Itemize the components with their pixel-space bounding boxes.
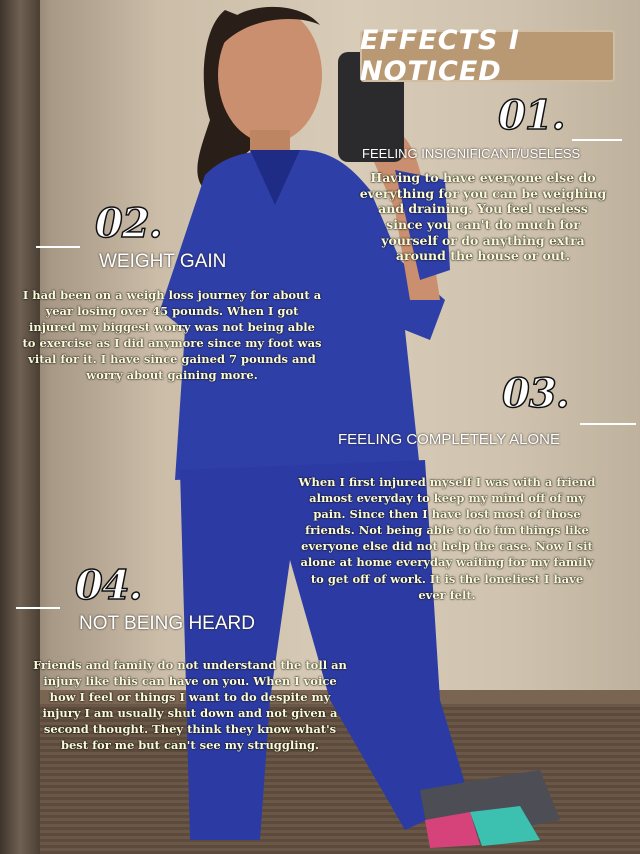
- section-1-number: 01.: [498, 92, 565, 139]
- section-2-body: I had been on a weigh loss journey for about a year losing over 45 pounds. When I got injured my biggest worry was not being able to exercise as I did anymore since my foot was vital for it. I have since gained 7 pounds and worry about gaining more.: [22, 288, 322, 383]
- section-3-number: 03.: [502, 370, 569, 417]
- section-3-heading: FEELING COMPLETELY ALONE: [338, 431, 561, 448]
- section-4-heading: NOT BEING HEARD: [79, 613, 255, 634]
- section-3-body: When I first injured myself I was with a friend almost everyday to keep my mind off of my pain. Since then I have lost most of those friends. Not being able to do fun things like everyone else did not help the case. Now I sit alone at home everyday waiting for my family to get off of work. It is the loneliest I have ever felt.: [298, 475, 596, 602]
- section-1-rule: [572, 139, 622, 141]
- section-2-rule: [36, 246, 80, 248]
- section-1-body: Having to have everyone else do everything for you can be weighing and draining. You feel useless since you can't do much for yourself or do anything extra around the house or out.: [359, 170, 607, 264]
- section-4-rule: [16, 607, 60, 609]
- section-2-number: 02.: [95, 200, 162, 247]
- section-4-body: Friends and family do not understand the toll an injury like this can have on you. When I voice how I feel or things I want to do despite my injury I am usually shut down and not given a second thought. They think they know what's best for me but can't see my struggling.: [33, 658, 347, 753]
- section-2-heading: WEIGHT GAIN: [99, 251, 227, 272]
- section-4-number: 04.: [75, 562, 142, 609]
- section-1-heading: FEELING INSIGNIFICANT/USELESS: [362, 146, 581, 161]
- page-title: EFFECTS I NOTICED: [360, 25, 520, 87]
- title-banner: [360, 25, 615, 87]
- section-3-rule: [580, 423, 636, 425]
